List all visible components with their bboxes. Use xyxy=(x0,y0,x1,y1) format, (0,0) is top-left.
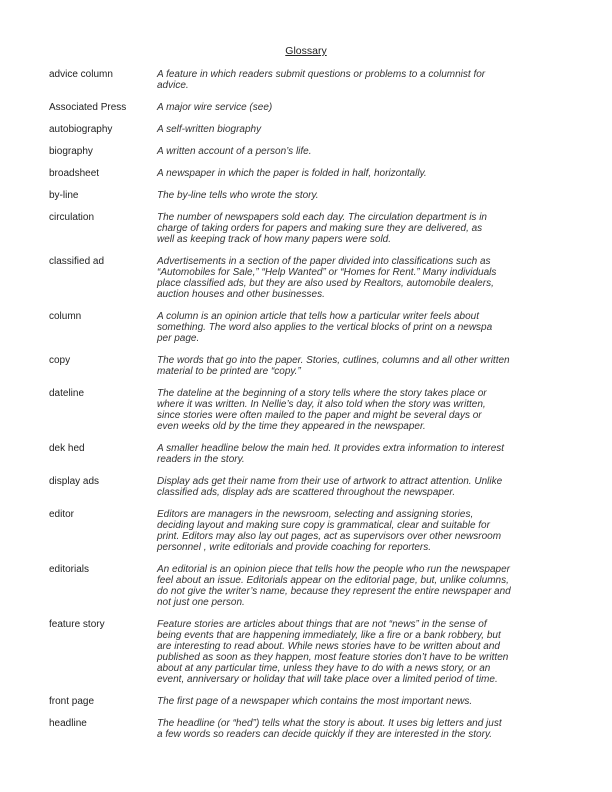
glossary-term: advice column xyxy=(49,69,113,80)
glossary-term: broadsheet xyxy=(49,168,100,179)
glossary-definition: A smaller headline below the main hed. It provides extra information to interest readers in the story. xyxy=(157,443,505,465)
glossary-definition: Feature stories are articles about things that are not “news” in the sense of being events that are happening immediately, like a fire or a bank robbery, but are interesting to read about. While news stories have to be written about and published as soon as they happen, most feature stories don’t have to be written about at any particular time, unless they have to do with a news story, or an event, anniversary or holiday that will take place over a limited period of time. xyxy=(157,619,509,685)
glossary-entry xyxy=(49,564,549,608)
glossary-term: dateline xyxy=(49,388,85,399)
glossary-entry xyxy=(49,718,549,740)
glossary-entry xyxy=(49,124,549,135)
glossary-definition: An editorial is an opinion piece that tells how the people who run the newspaper feel about an issue. Editorials appear on the editorial page, but, unlike columns, do not give the writer’s name, because they represent the entire newspaper and not just one person. xyxy=(157,564,511,608)
page-title: Glossary xyxy=(285,45,327,57)
glossary-term: editorials xyxy=(49,564,90,575)
glossary-entry xyxy=(49,476,549,498)
glossary-term: editor xyxy=(49,509,75,520)
glossary-definition: A written account of a person’s life. xyxy=(157,146,312,157)
glossary-definition: Editors are managers in the newsroom, selecting and assigning stories, deciding layout and making sure copy is grammatical, clear and suitable for print. Editors may also lay out pages, act as supervisors over other newsroom personnel , write editorials and provide coaching for reporters. xyxy=(157,509,502,553)
glossary-definition: A major wire service (see) xyxy=(157,102,273,113)
glossary-entry xyxy=(49,443,549,465)
glossary-entry xyxy=(49,619,549,685)
glossary-entry xyxy=(49,355,549,377)
glossary-definition: A column is an opinion article that tells how a particular writer feels about something. The word also applies to the vertical blocks of print on a newspa per page. xyxy=(157,311,493,344)
glossary-term: dek hed xyxy=(49,443,85,454)
glossary-definition: The dateline at the beginning of a story tells where the story takes place or where it was written. In Nellie’s day, it also told when the story was written, since stories were often mailed to the paper and might be several days or even weeks old by the time they appeared in the newspaper. xyxy=(157,388,487,432)
glossary-definition: Advertisements in a section of the paper divided into classifications such as “Automobiles for Sale,” “Help Wanted” or “Homes for Rent.” Many individuals place classified ads, but they are also used by Realtors, automobile dealers, auction houses and other businesses. xyxy=(157,256,497,300)
glossary-entry xyxy=(49,388,549,432)
glossary-list xyxy=(49,69,549,740)
glossary-entry xyxy=(49,509,549,553)
glossary-entry xyxy=(49,102,549,113)
glossary-term: classified ad xyxy=(49,256,105,267)
glossary-term: circulation xyxy=(49,212,95,223)
glossary-definition: A feature in which readers submit questions or problems to a columnist for advice. xyxy=(157,69,486,91)
glossary-entry xyxy=(49,190,549,201)
glossary-term: copy xyxy=(49,355,71,366)
glossary-definition: The first page of a newspaper which contains the most important news. xyxy=(157,696,473,707)
glossary-entry xyxy=(49,212,549,245)
glossary-term: feature story xyxy=(49,619,105,630)
glossary-definition: The words that go into the paper. Stories, cutlines, columns and all other written material to be printed are “copy.” xyxy=(157,355,510,377)
glossary-entry xyxy=(49,69,549,91)
glossary-entry xyxy=(49,311,549,344)
glossary-definition: A newspaper in which the paper is folded in half, horizontally. xyxy=(157,168,427,179)
glossary-definition: The headline (or “hed”) tells what the story is about. It uses big letters and just a few words so readers can decide quickly if they are interested in the story. xyxy=(157,718,502,740)
glossary-term: autobiography xyxy=(49,124,113,135)
glossary-definition: Display ads get their name from their use of artwork to attract attention. Unlike classified ads, display ads are scattered throughout the newspaper. xyxy=(157,476,503,498)
glossary-entry xyxy=(49,696,549,707)
glossary-definition: A self-written biography xyxy=(157,124,262,135)
glossary-term: by-line xyxy=(49,190,79,201)
glossary-term: biography xyxy=(49,146,93,157)
glossary-definition: The by-line tells who wrote the story. xyxy=(157,190,319,201)
glossary-term: front page xyxy=(49,696,95,707)
glossary-term: display ads xyxy=(49,476,100,487)
glossary-term: column xyxy=(49,311,82,322)
glossary-term: Associated Press xyxy=(49,102,127,113)
glossary-term: headline xyxy=(49,718,87,729)
glossary-definition: The number of newspapers sold each day. The circulation department is in charge of taking orders for papers and making sure they are delivered, as well as keeping track of how many papers were sold. xyxy=(157,212,487,245)
glossary-entry xyxy=(49,256,549,300)
glossary-entry xyxy=(49,146,549,157)
glossary-entry xyxy=(49,168,549,179)
